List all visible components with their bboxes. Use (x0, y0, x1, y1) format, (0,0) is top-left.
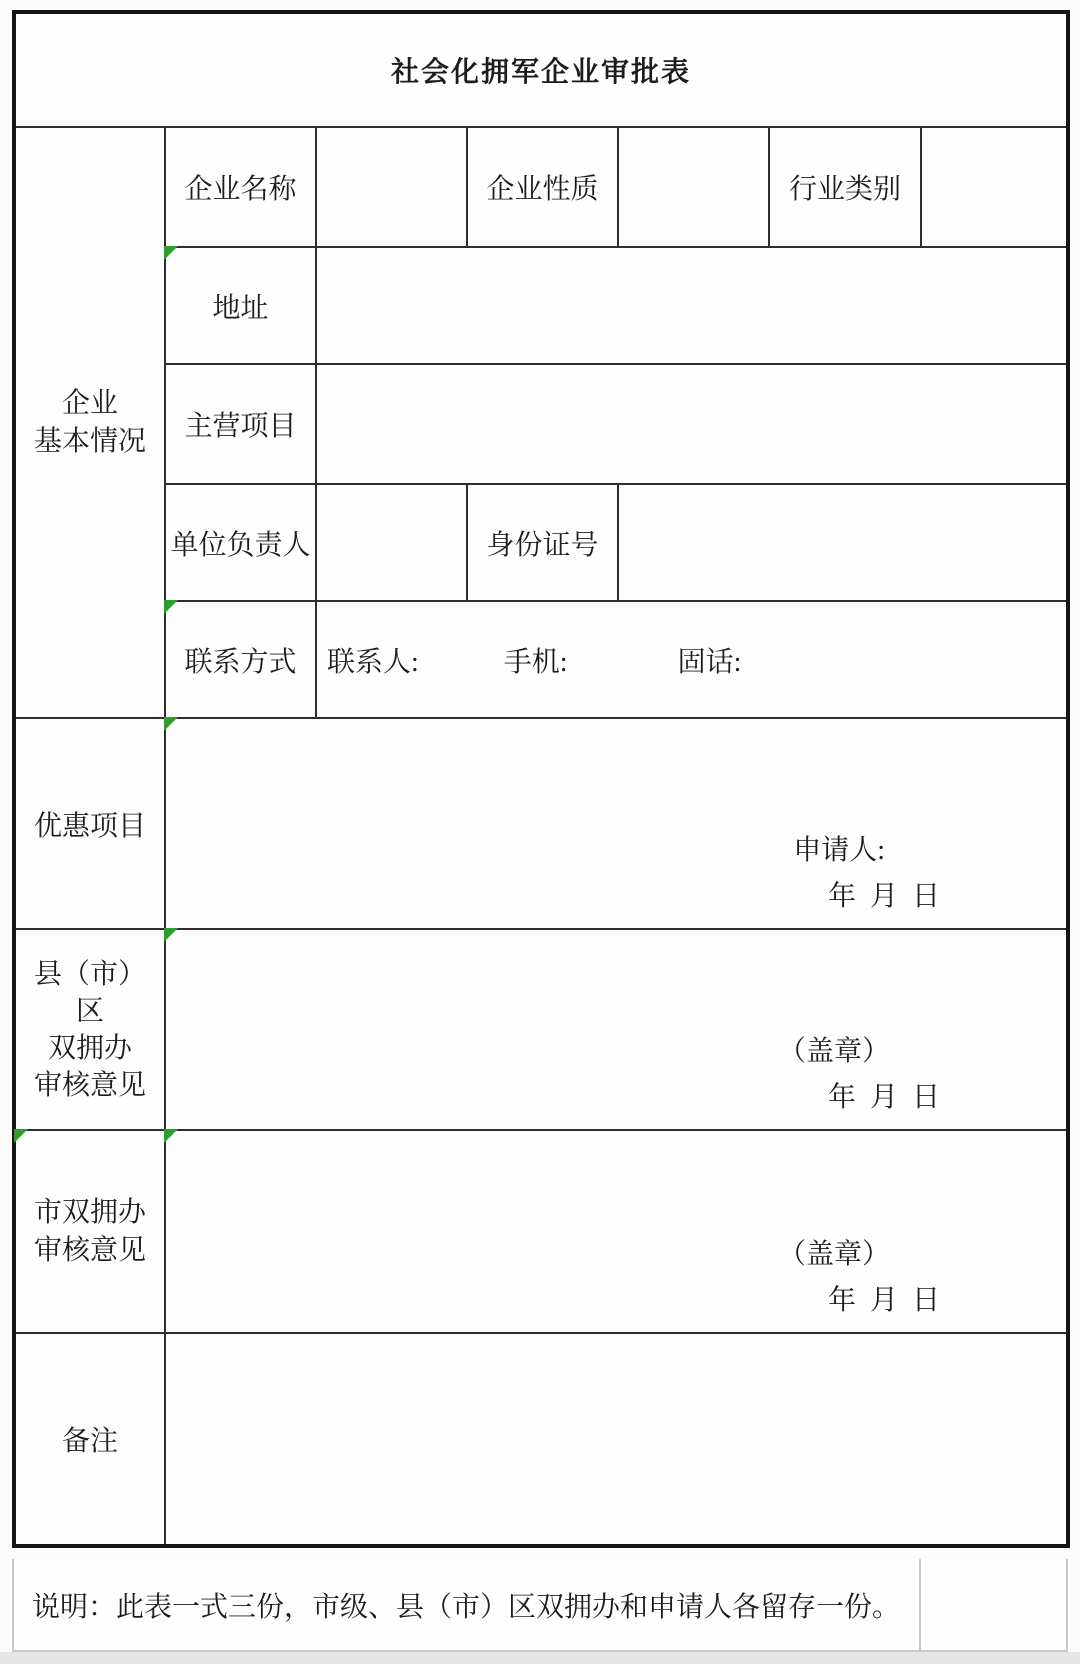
county-seal-block (166, 1029, 1066, 1121)
cell-flag-icon (164, 717, 178, 731)
date-placeholder: 年 月 日 (828, 881, 941, 912)
city-review-label: 市双拥办 审核意见 (14, 1130, 165, 1333)
preferential-items-label: 优惠项目 (14, 718, 165, 929)
address-input-cell[interactable] (316, 247, 1068, 364)
seal-label: （盖章） (778, 1239, 891, 1270)
industry-category-input-cell[interactable] (921, 127, 1068, 247)
landline-label: 固话: (677, 646, 742, 678)
unit-head-label: 单位负责人 (165, 484, 316, 601)
id-number-label: 身份证号 (467, 484, 618, 601)
footnote-row (12, 1559, 1068, 1652)
city-seal-block (166, 1232, 1066, 1324)
section-label-basic-info (14, 127, 165, 718)
main-business-input-cell[interactable] (316, 364, 1068, 484)
cell-flag-icon (164, 928, 178, 942)
unit-head-input-cell[interactable] (316, 484, 467, 601)
remarks-input-cell[interactable] (165, 1333, 1068, 1546)
footnote-empty-cell[interactable] (920, 1559, 1067, 1651)
contact-method-label: 联系方式 (165, 601, 316, 718)
basic-info-line2: 基本情况 (33, 425, 146, 457)
main-business-label: 主营项目 (165, 364, 316, 484)
company-nature-label: 企业性质 (467, 127, 618, 247)
company-name-input-cell[interactable] (316, 127, 467, 247)
address-label: 地址 (165, 247, 316, 364)
preferential-items-input-cell[interactable] (165, 718, 1068, 929)
seal-label: （盖章） (778, 1036, 891, 1067)
approval-form-table (12, 10, 1070, 1548)
next-row-strip (0, 1652, 1080, 1664)
county-review-label: 县（市） 区 双拥办 审核意见 (14, 929, 165, 1130)
cell-flag-icon (164, 246, 178, 260)
id-number-input-cell[interactable] (618, 484, 1068, 601)
cell-flag-icon (14, 1129, 28, 1143)
contact-person-label: 联系人: (327, 646, 419, 678)
applicant-label: 申请人: (793, 835, 886, 866)
basic-info-line1: 企业 (61, 387, 118, 419)
footnote-text: 说明：此表一式三份，市级、县（市）区双拥办和申请人各留存一份。 (13, 1559, 920, 1651)
mobile-label: 手机: (503, 646, 568, 678)
cell-flag-icon (164, 1129, 178, 1143)
industry-category-label: 行业类别 (769, 127, 921, 247)
county-review-input-cell[interactable] (165, 929, 1068, 1130)
remarks-label: 备注 (14, 1333, 165, 1546)
company-name-label: 企业名称 (165, 127, 316, 247)
date-placeholder: 年 月 日 (828, 1285, 941, 1316)
applicant-sign-block (166, 828, 1066, 920)
contact-input-cell[interactable] (316, 601, 1068, 718)
city-review-input-cell[interactable] (165, 1130, 1068, 1333)
date-placeholder: 年 月 日 (828, 1082, 941, 1113)
company-nature-input-cell[interactable] (618, 127, 769, 247)
form-title: 社会化拥军企业审批表 (14, 12, 1068, 127)
cell-flag-icon (164, 600, 178, 614)
